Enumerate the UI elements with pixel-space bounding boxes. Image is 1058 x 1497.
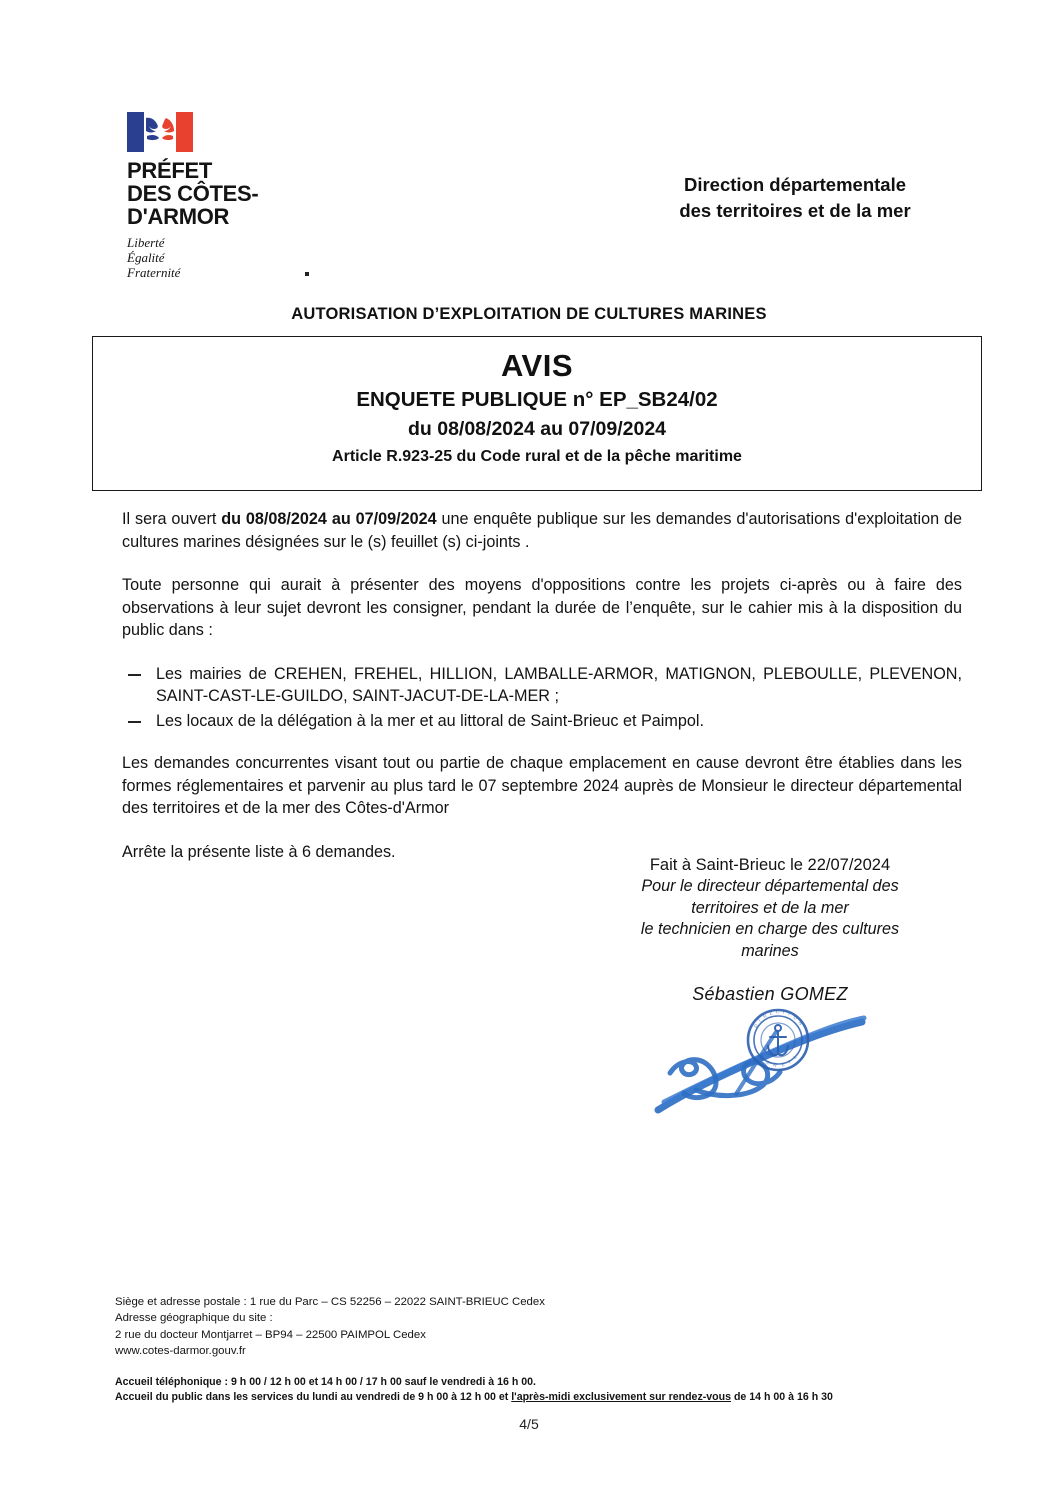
- footer-opening-hours: [115, 1375, 995, 1405]
- document-body: [122, 508, 962, 863]
- prefecture-title-line2: DES CÔTES-: [127, 181, 259, 206]
- svg-text:N: N: [797, 1020, 804, 1027]
- signatory-name: Sébastien GOMEZ: [692, 984, 848, 1004]
- page-number: 4/5: [519, 1416, 539, 1432]
- list-item: [122, 710, 962, 733]
- direction-department-title: [560, 172, 1030, 224]
- svg-text:E: E: [781, 1061, 786, 1068]
- avis-legal-article: Article R.923-25 du Code rural et de la pêche maritime: [332, 448, 742, 465]
- avis-notice-box: [92, 336, 982, 491]
- list-item-delegation: Les locaux de la délégation à la mer et au littoral de Saint-Brieuc et Paimpol.: [156, 711, 704, 730]
- avis-inquiry-reference: ENQUETE PUBLIQUE n° EP_SB24/02: [356, 388, 718, 411]
- paragraph-opening-dates: du 08/08/2024 au 07/09/2024: [221, 510, 437, 528]
- direction-line-1: Direction départementale: [683, 174, 907, 195]
- footer-website-url[interactable]: www.cotes-darmor.gouv.fr: [115, 1344, 246, 1357]
- stamp-and-signature: [650, 998, 890, 1123]
- signature-role-line-4: marines: [741, 941, 799, 960]
- list-item-mairies: Les mairies de CREHEN, FREHEL, HILLION, LAMBALLE-ARMOR, MATIGNON, PLEBOULLE, PLEVENON, SAINT-CAST-LE-GUILDO, SAINT-JACUT-DE-LA-MER ;: [156, 664, 962, 705]
- svg-text:I: I: [757, 1018, 762, 1023]
- avis-heading: AVIS: [500, 348, 574, 383]
- paragraph-competing-requests: Les demandes concurrentes visant tout ou partie de chaque emplacement en cause devront être établies dans les formes réglementaires et parvenir au plus tard le 07 septembre 2024 auprès de Monsieur le directeur départemental des territoires et de la mer des Côtes-d'Armor: [122, 754, 962, 817]
- official-stamp-icon: [650, 998, 890, 1123]
- svg-text:T: T: [781, 1009, 786, 1015]
- prefecture-title-line1: PRÉFET: [127, 158, 212, 183]
- footer-public-hours: [115, 1390, 995, 1405]
- footer-postal-address: Siège et adresse postale : 1 rue du Parc – CS 52256 – 22022 SAINT-BRIEUC Cedex: [115, 1296, 545, 1308]
- svg-text:E: E: [765, 1059, 771, 1066]
- consultation-locations-list: [122, 663, 962, 733]
- prefecture-title: [127, 159, 357, 228]
- motto-liberte: Liberté: [127, 235, 165, 250]
- stray-ink-mark: [305, 272, 309, 276]
- svg-text:I: I: [787, 1011, 791, 1017]
- list-item: [122, 663, 962, 708]
- paragraph-opening-post: une enquête publique sur les demandes d'autorisations d'exploitation de cultures marines désignées sur le (s) feuillet (s) ci-joints .: [122, 510, 962, 551]
- paragraph-objections: Toute personne qui aurait à présenter des moyens d'oppositions contre les projets ci-après ou à faire des observations à leur sujet devront les consigner, pendant la durée de l’enquête, sur le cahier mis à la disposition du public dans :: [122, 576, 962, 639]
- svg-text:C: C: [775, 1009, 780, 1015]
- prefecture-title-line3: D'ARMOR: [127, 204, 230, 229]
- footer-phone-hours: Accueil téléphonique : 9 h 00 / 12 h 00 et 14 h 00 / 17 h 00 sauf le vendredi à 16 h 00.: [115, 1376, 536, 1389]
- bullet-dash-icon: [128, 674, 141, 676]
- footer-public-hours-post: de 14 h 00 à 16 h 30: [731, 1391, 833, 1404]
- authorization-heading: AUTORISATION D’EXPLOITATION DE CULTURES MARINES: [291, 305, 767, 323]
- footer-geo-address-label: Adresse géographique du site :: [115, 1312, 273, 1325]
- paragraph-count: Arrête la présente liste à 6 demandes.: [122, 842, 396, 861]
- prefecture-branding: [127, 112, 357, 280]
- signature-place-date: Fait à Saint-Brieuc le 22/07/2024: [649, 856, 891, 874]
- footer-geo-address: 2 rue du docteur Montjarret – BP94 – 22500 PAIMPOL Cedex: [115, 1328, 426, 1341]
- footer-address: [115, 1294, 995, 1359]
- signature-role-line-2: territoires et de la mer: [691, 898, 849, 917]
- direction-line-2: des territoires et de la mer: [679, 200, 911, 221]
- svg-text:E: E: [768, 1010, 774, 1016]
- signature-block: [560, 854, 980, 1005]
- document-header: [0, 112, 1058, 282]
- svg-text:D: D: [752, 1022, 759, 1029]
- footer-appointment-note: l'après-midi exclusivement sur rendez-vous: [511, 1391, 732, 1404]
- marianne-silhouette-icon: [144, 112, 176, 152]
- svg-text:M: M: [759, 1055, 766, 1062]
- paragraph-opening: [122, 508, 962, 553]
- bullet-dash-icon: [128, 721, 141, 723]
- motto-egalite: Égalité: [127, 250, 165, 265]
- french-flag-marianne-icon: [127, 112, 193, 152]
- motto-fraternite: Fraternité: [127, 265, 181, 280]
- footer-public-hours-pre: Accueil du public dans les services du lundi au vendredi de 9 h 00 à 12 h 00 et: [115, 1391, 512, 1404]
- svg-text:R: R: [762, 1012, 768, 1019]
- avis-date-range: du 08/08/2024 au 07/09/2024: [407, 418, 667, 440]
- svg-text:R: R: [772, 1062, 778, 1069]
- svg-text:L: L: [792, 1054, 798, 1060]
- signature-role-line-3: le technicien en charge des cultures: [640, 920, 900, 938]
- document-footer: [115, 1294, 995, 1405]
- svg-text:T: T: [787, 1059, 792, 1065]
- svg-text:O: O: [792, 1014, 799, 1021]
- republic-motto: [127, 235, 357, 280]
- signature-role-line-1: Pour le directeur départemental des: [641, 877, 899, 895]
- paragraph-opening-pre: Il sera ouvert: [122, 510, 222, 528]
